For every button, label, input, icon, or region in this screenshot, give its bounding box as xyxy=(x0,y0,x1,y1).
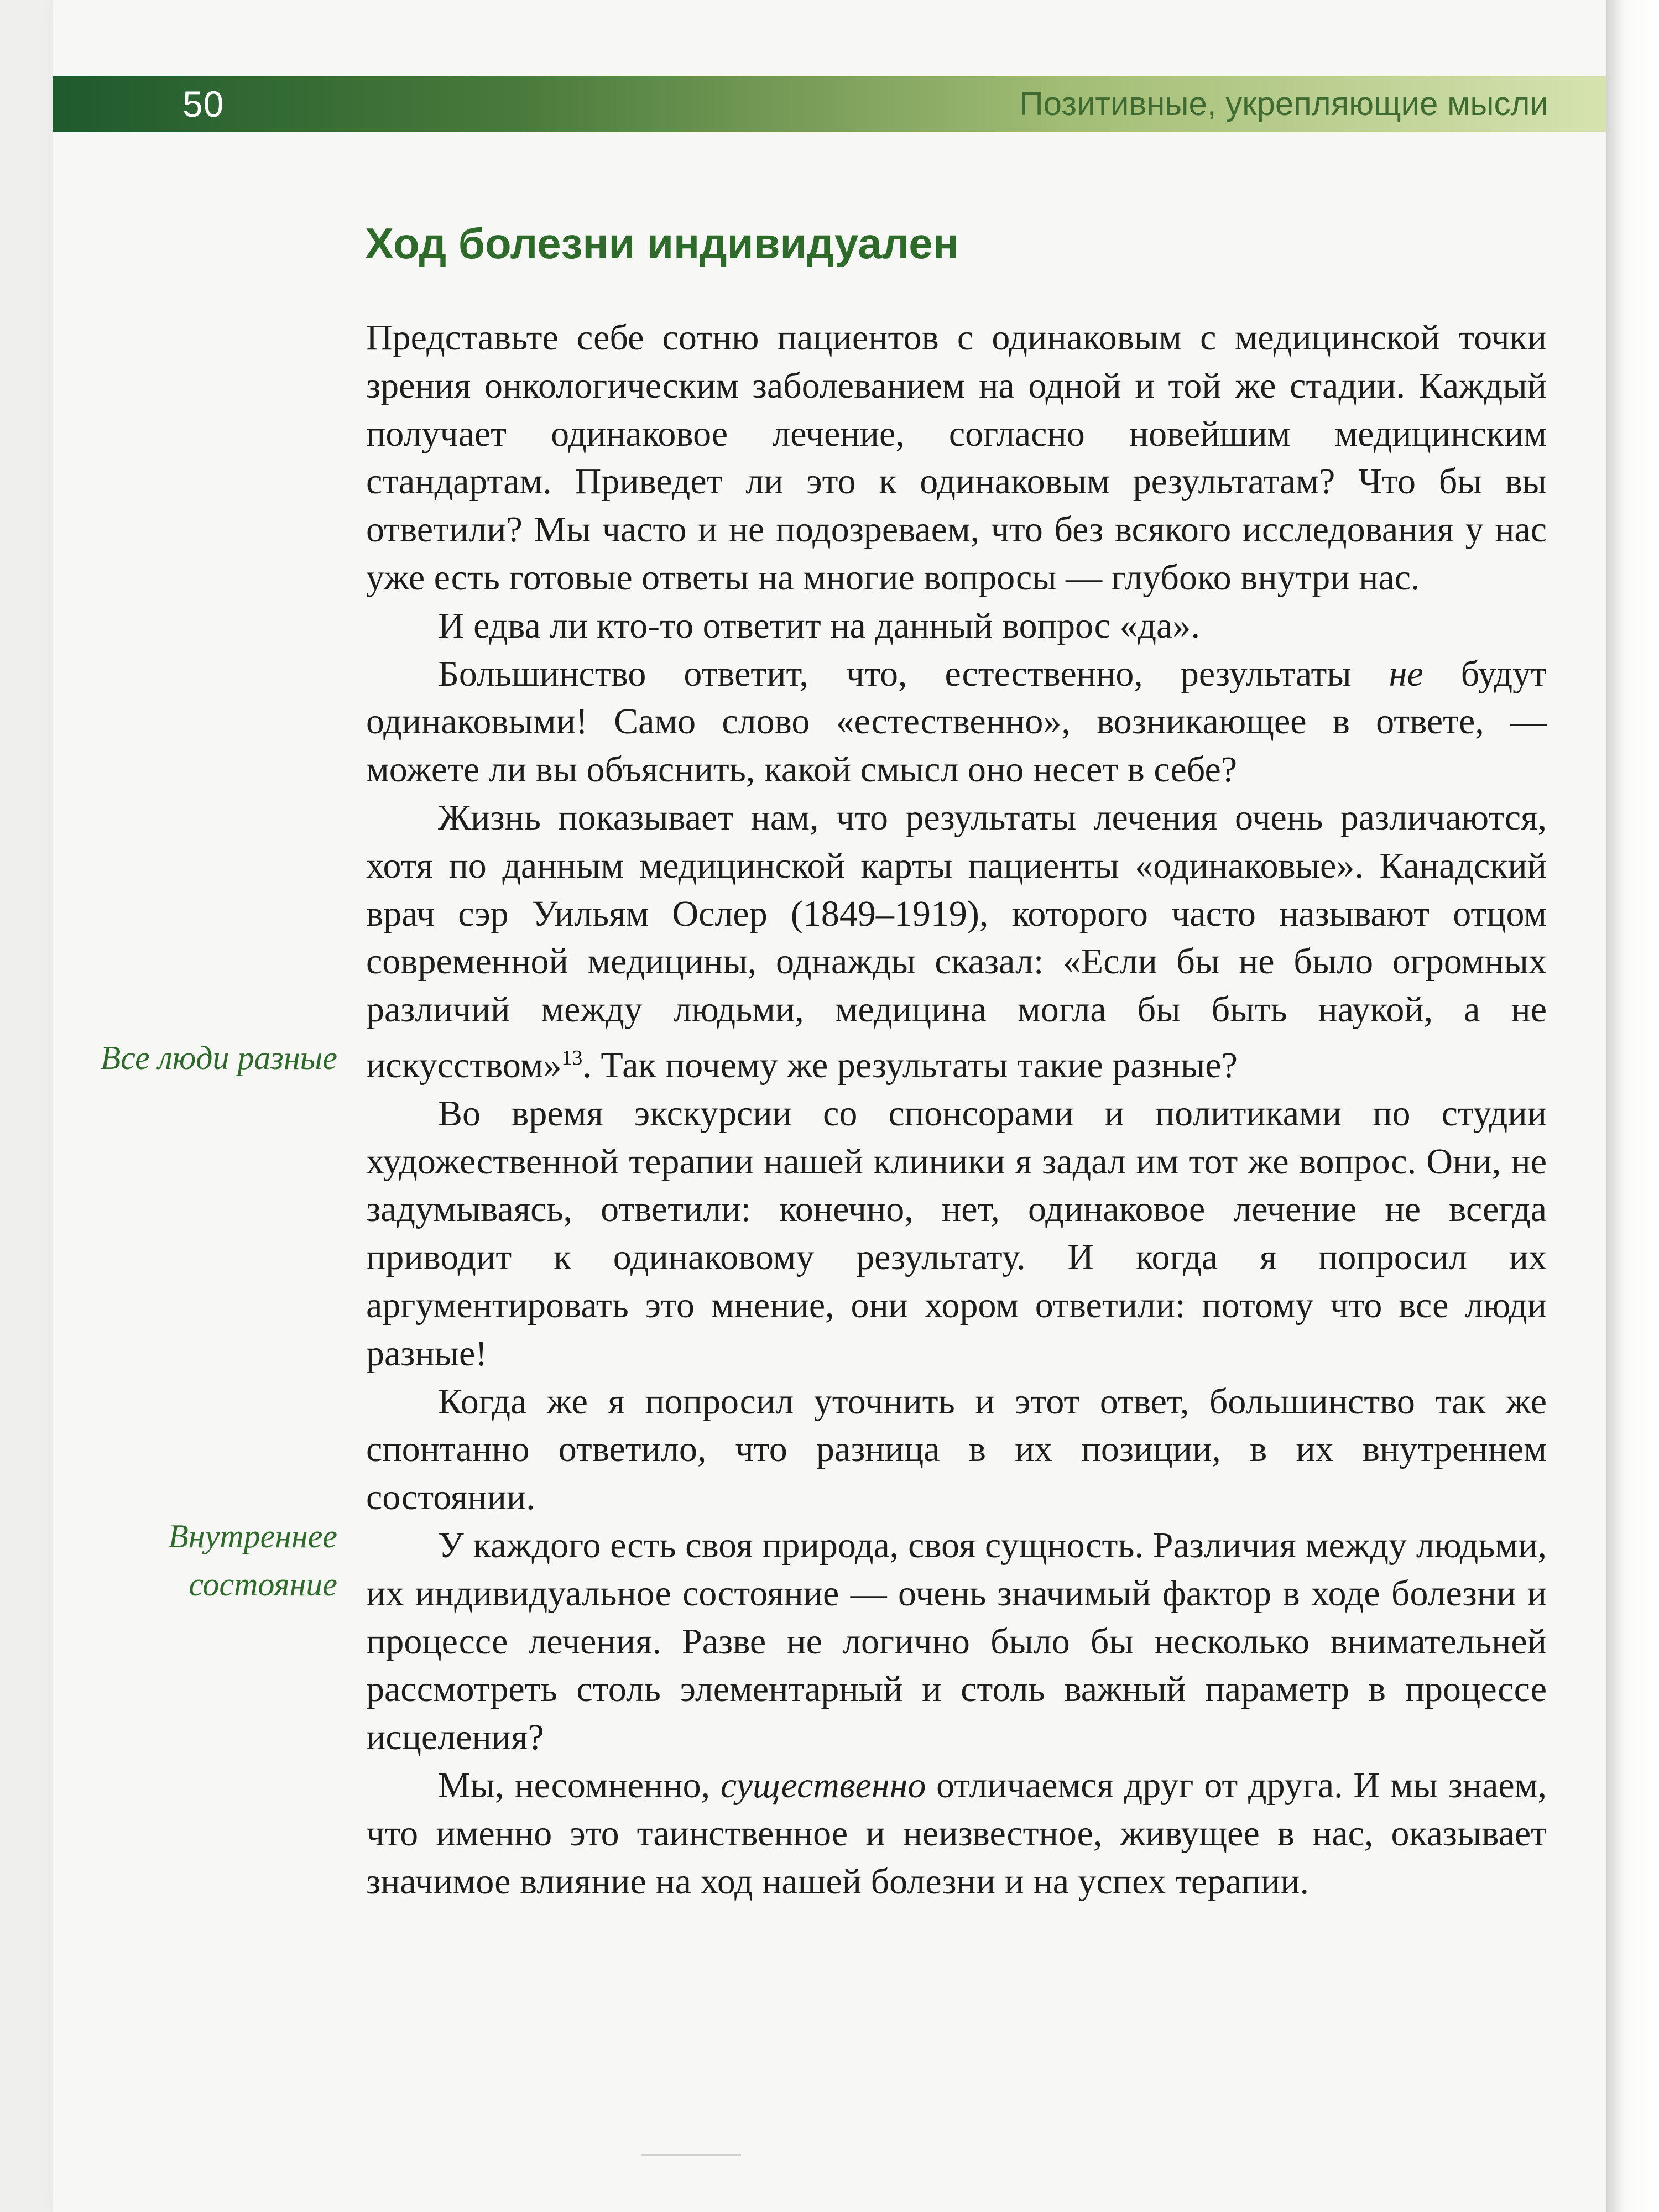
paragraph-text: . Так почему же результаты такие разные? xyxy=(582,1045,1238,1086)
margin-note-people-differ xyxy=(101,1034,337,1082)
emphasis: существенно xyxy=(720,1765,926,1806)
paragraph-3 xyxy=(366,650,1547,794)
emphasis: не xyxy=(1389,653,1423,694)
paragraph-7: У каждого есть своя природа, своя сущность. Различия между людьми, их индивидуальное состояние — очень значимый фактор в ходе болезни и процессе лечения. Разве не логично было бы несколько внимательней рассмотреть столь элементарный и столь важный параметр в процессе исцеления? xyxy=(366,1525,1547,1758)
paragraph-5: Во время экскурсии со спонсорами и политиками по студии художественной терапии нашей клиники я задал им тот же вопрос. Они, не задумываясь, ответили: конечно, нет, одинаковое лечение не всегда приводит к одинаковому результату. И когда я попросил их аргументировать это мнение, они хором ответили: потому что все люди разные! xyxy=(366,1093,1547,1374)
margin-note-line: состояние xyxy=(189,1566,337,1603)
paragraph-text: отличаемся друг от друга. И мы знаем, что именно это таинственное и неизвестное, живущее в нас, оказывает значимое влияние на ход нашей болезни и на успех терапии. xyxy=(366,1765,1547,1902)
paragraph-text: Мы, несомненно, xyxy=(438,1765,721,1806)
margin-note-inner-state xyxy=(168,1512,337,1609)
paragraph-text: Большинство ответит, что, естественно, результаты xyxy=(438,653,1389,694)
paragraph-text: Жизнь показывает нам, что результаты лечения очень различаются, хотя по данным медицинской карты пациенты «одинаковые». Канадский врач сэр Уильям Ослер (1849–1919), которого часто называют отцом современной медицины, однажды сказал: «Если бы не было огромных различий между людьми, медицина могла бы быть наукой, а не искусством» xyxy=(366,797,1547,1086)
margin-note-text: Все люди разные xyxy=(100,1040,337,1076)
footnote-ref: 13 xyxy=(561,1046,583,1070)
running-title: Позитивные, укрепляющие мысли xyxy=(1019,85,1548,122)
paragraph-4 xyxy=(366,794,1547,1090)
paragraph-text: будут одинаковыми! Само слово «естественно», возникающее в ответе, — можете ли вы объяснить, какой смысл оно несет в себе? xyxy=(366,653,1547,790)
paragraph-6: Когда же я попросил уточнить и этот ответ, большинство так же спонтанно ответило, что разница в их позиции, в их внутреннем состоянии. xyxy=(366,1381,1547,1518)
page-edge-shadow xyxy=(1606,0,1659,2212)
page-number: 50 xyxy=(182,84,225,124)
margin-note-line: Внутреннее xyxy=(168,1518,337,1554)
paragraph-1: Представьте себе сотню пациентов с одинаковым с медицинской точки зрения онкологическим заболеванием на одной и той же стадии. Каждый получает одинаковое лечение, согласно новейшим медицинским стандартам. Приведет ли это к одинаковым результатам? Что бы вы ответили? Мы часто и не подозреваем, что без всякого исследования у нас уже есть готовые ответы на многие вопросы — глубоко внутри нас. xyxy=(366,317,1547,598)
footer-rule xyxy=(641,2154,741,2156)
body-text xyxy=(366,314,1547,1906)
section-title: Ход болезни индивидуален xyxy=(365,219,959,268)
paragraph-8 xyxy=(366,1762,1547,1906)
paragraph-2: И едва ли кто-то ответит на данный вопрос «да». xyxy=(438,605,1200,646)
